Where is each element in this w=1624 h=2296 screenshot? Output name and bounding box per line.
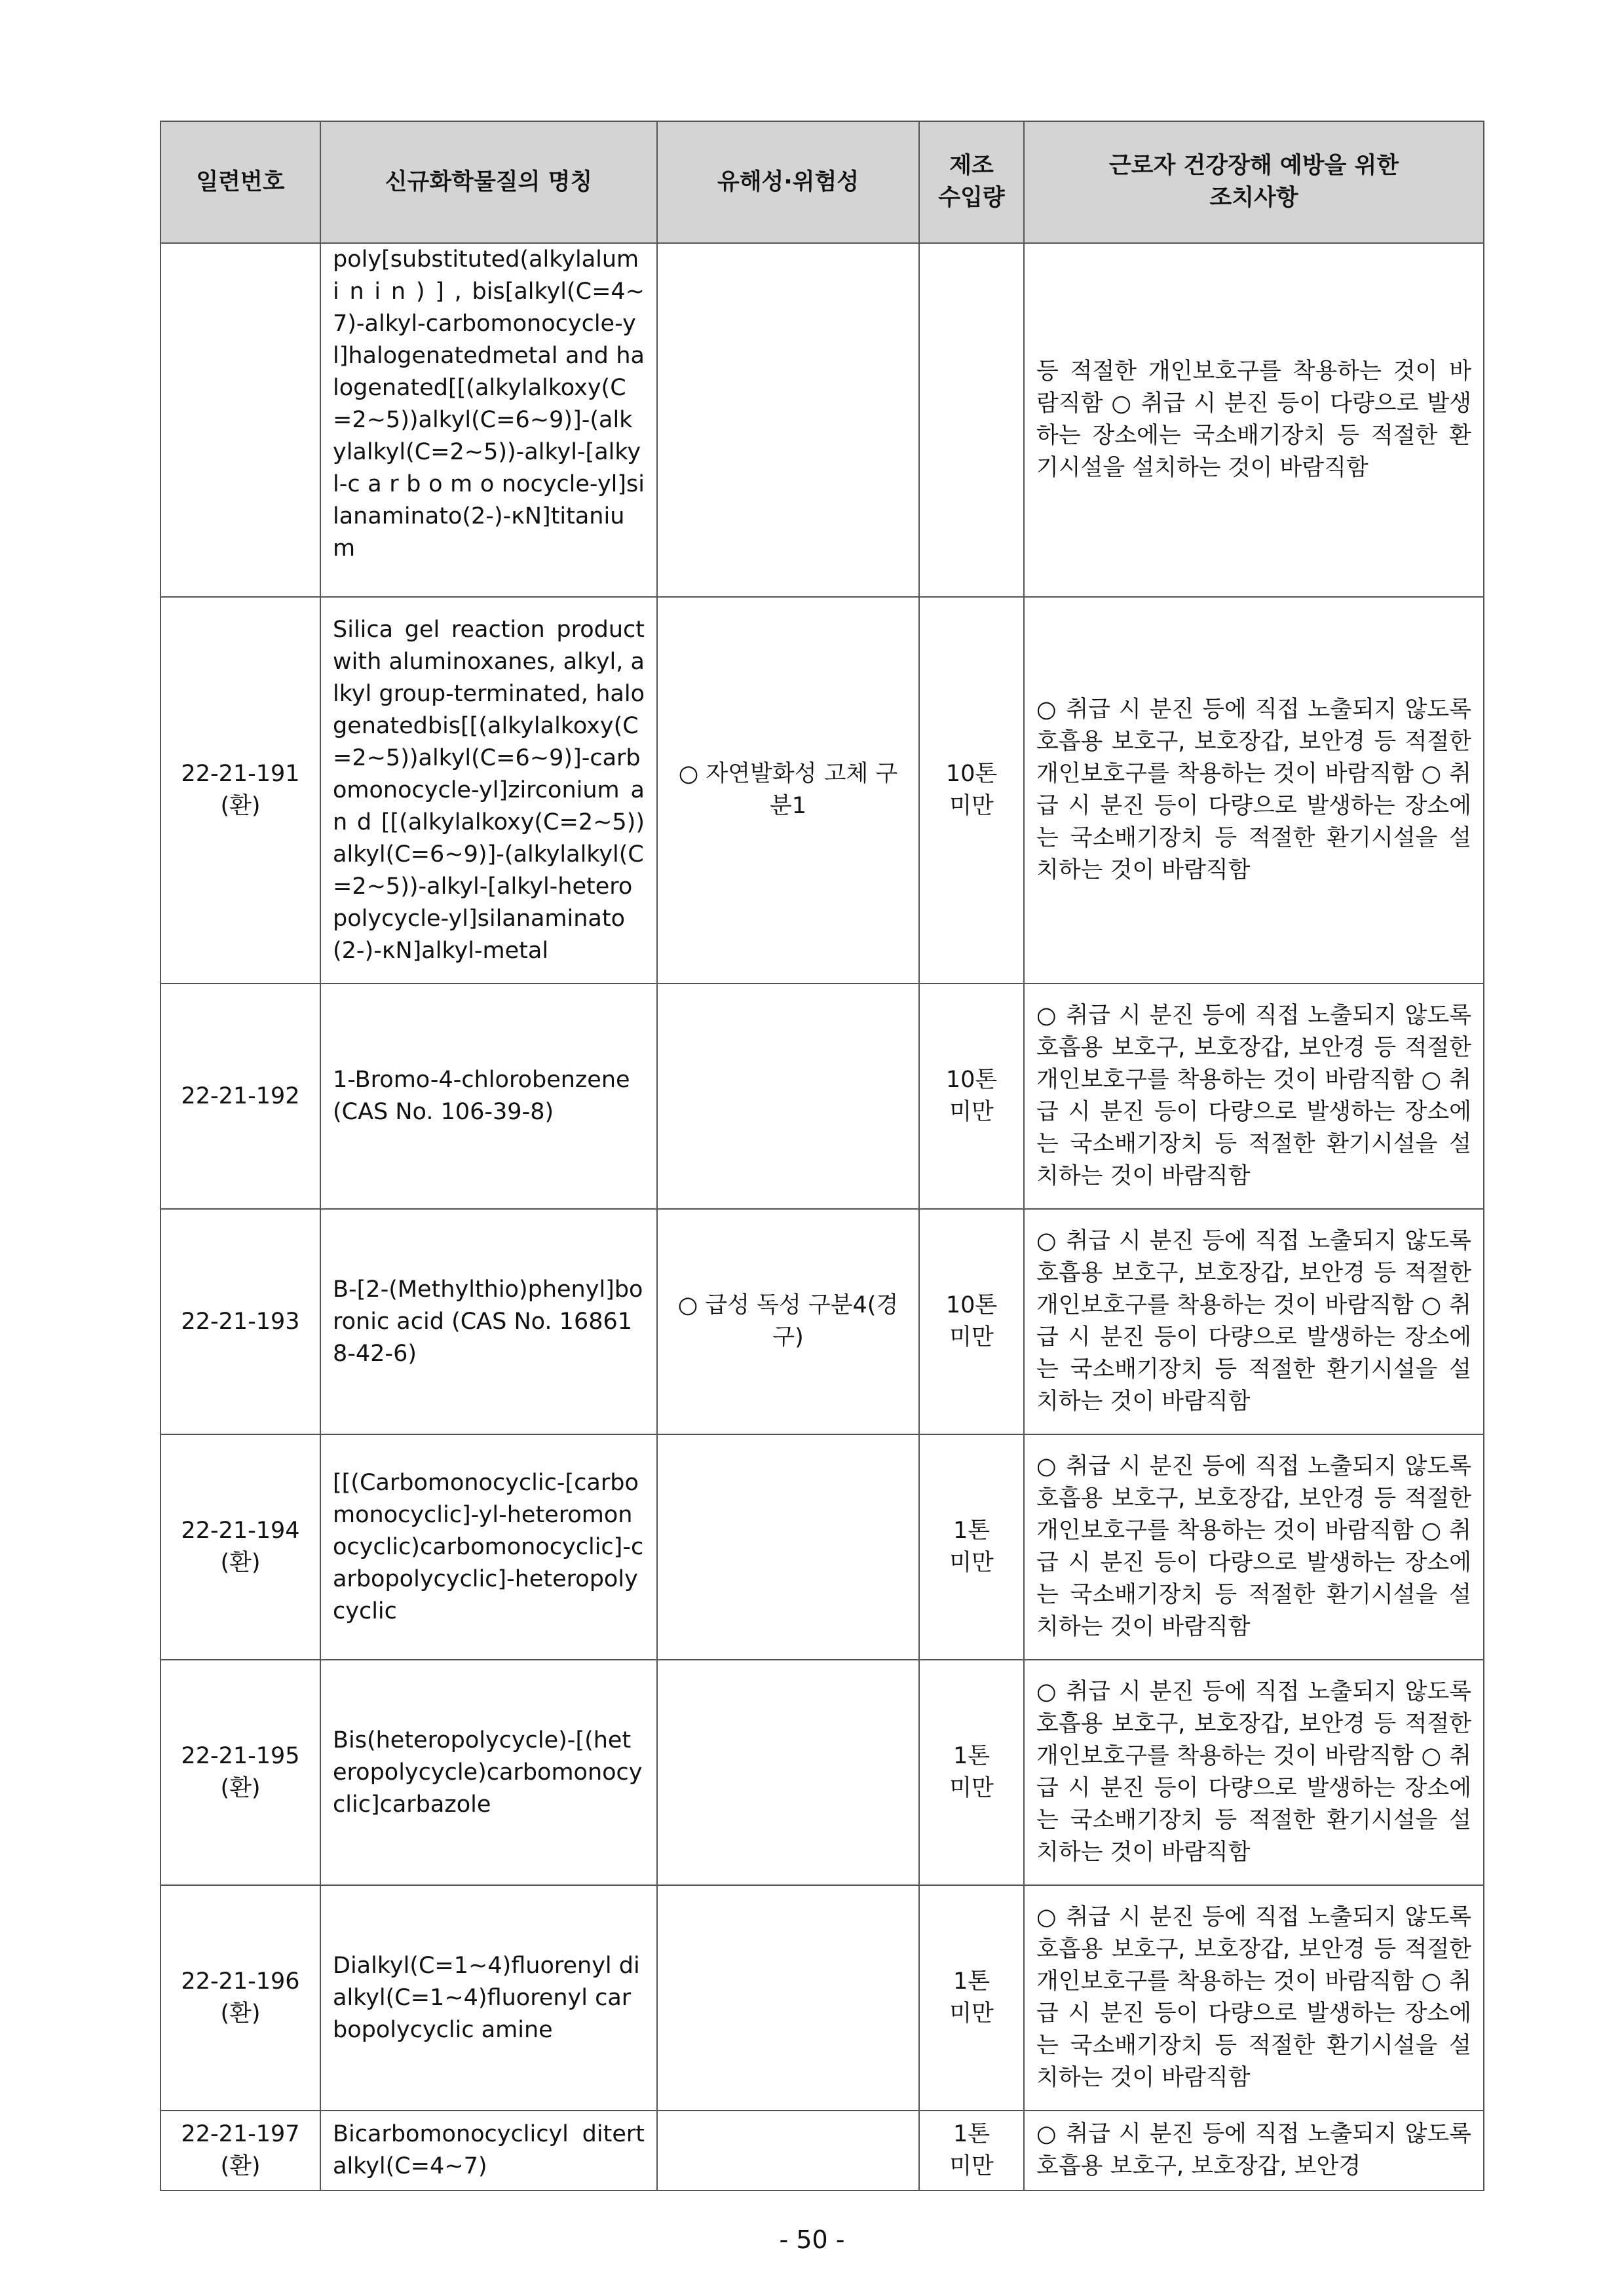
header-quantity — [919, 121, 1024, 243]
cell-name: 1-Bromo-4-chlorobenzene (CAS No. 106-39-8) — [320, 984, 657, 1209]
cell-measures: ○ 취급 시 분진 등에 직접 노출되지 않도록 호흡용 보호구, 보호장갑, 보안경 등 적절한 개인보호구를 착용하는 것이 바람직함 ○ 취급 시 분진 등이 다량으로 발생하는 장소에는 국소배기장치 등 적절한 환기시설을 설치하는 것이 바람직함 — [1024, 984, 1484, 1209]
quantity-value: 1톤 — [953, 1518, 991, 1544]
cell-name: [[(Carbomonocyclic-[carbomonocyclic]-yl-heteromonocyclic)carbomonocyclic]-carbopolycyclic]-heteropolycyclic — [320, 1434, 657, 1660]
cell-measures: ○ 취급 시 분진 등에 직접 노출되지 않도록 호흡용 보호구, 보호장갑, 보안경 등 적절한 개인보호구를 착용하는 것이 바람직함 ○ 취급 시 분진 등이 다량으로 발생하는 장소에는 국소배기장치 등 적절한 환기시설을 설치하는 것이 바람직함 — [1024, 1434, 1484, 1660]
cell-measures: ○ 취급 시 분진 등에 직접 노출되지 않도록 호흡용 보호구, 보호장갑, 보안경 등 적절한 개인보호구를 착용하는 것이 바람직함 ○ 취급 시 분진 등이 다량으로 발생하는 장소에는 국소배기장치 등 적절한 환기시설을 설치하는 것이 바람직함 — [1024, 1660, 1484, 1885]
header-measures — [1024, 121, 1484, 243]
serial-note: (환) — [220, 2000, 261, 2027]
quantity-value: 1톤 — [953, 1743, 991, 1769]
cell-serial — [161, 984, 320, 1209]
table-row — [161, 1885, 1484, 2111]
quantity-unit: 미만 — [949, 1099, 994, 1125]
cell-hazard — [657, 1434, 919, 1660]
cell-measures: ○ 취급 시 분진 등에 직접 노출되지 않도록 호흡용 보호구, 보호장갑, 보안경 등 적절한 개인보호구를 착용하는 것이 바람직함 ○ 취급 시 분진 등이 다량으로 발생하는 장소에는 국소배기장치 등 적절한 환기시설을 설치하는 것이 바람직함 — [1024, 597, 1484, 984]
table-row — [161, 2111, 1484, 2191]
header-serial: 일련번호 — [161, 121, 320, 243]
header-quantity-line1: 제조 — [949, 153, 994, 179]
cell-quantity — [919, 1209, 1024, 1434]
quantity-value: 1톤 — [953, 2121, 991, 2147]
cell-name: Dialkyl(C=1~4)fluorenyl dialkyl(C=1~4)fluorenyl carbopolycyclic amine — [320, 1885, 657, 2111]
cell-quantity — [919, 597, 1024, 984]
cell-hazard — [657, 1885, 919, 2111]
cell-hazard: ○ 급성 독성 구분4(경구) — [657, 1209, 919, 1434]
table-row — [161, 597, 1484, 984]
quantity-unit: 미만 — [949, 793, 994, 819]
cell-quantity — [919, 984, 1024, 1209]
cell-serial — [161, 243, 320, 597]
cell-quantity — [919, 243, 1024, 597]
serial-note: (환) — [220, 1775, 261, 1801]
cell-serial — [161, 1434, 320, 1660]
serial-number: 22-21-193 — [181, 1308, 300, 1335]
cell-hazard — [657, 243, 919, 597]
quantity-unit: 미만 — [949, 1324, 994, 1350]
cell-hazard — [657, 2111, 919, 2191]
cell-quantity — [919, 1434, 1024, 1660]
header-quantity-line2: 수입량 — [938, 185, 1005, 211]
cell-name: Silica gel reaction product with aluminoxanes, alkyl, alkyl group-terminated, halogenatedbis[[(alkylalkoxy(C=2~5))alkyl(C=6~9)]-carbomonocycle-yl]zirconium a n d [[(alkylalkoxy(C=2~5))alkyl(C=6~9)]-(alkylalkyl(C=2~5))-alkyl-[alkyl-heteropolycycle-yl]silanaminato(2-)-κN]alkyl-metal — [320, 597, 657, 984]
cell-hazard: ○ 자연발화성 고체 구분1 — [657, 597, 919, 984]
table-row — [161, 1434, 1484, 1660]
table-row — [161, 984, 1484, 1209]
cell-name: Bis(heteropolycycle)-[(heteropolycycle)carbomonocyclic]carbazole — [320, 1660, 657, 1885]
serial-number: 22-21-196 — [181, 1968, 300, 1995]
quantity-value: 1톤 — [953, 1968, 991, 1995]
page-number: - 50 - — [779, 2225, 845, 2254]
cell-quantity — [919, 1885, 1024, 2111]
cell-serial — [161, 1885, 320, 2111]
table-row — [161, 243, 1484, 597]
quantity-value: 10톤 — [945, 761, 998, 787]
quantity-unit: 미만 — [949, 1775, 994, 1801]
quantity-value: 10톤 — [945, 1292, 998, 1318]
serial-number: 22-21-192 — [181, 1082, 300, 1109]
quantity-unit: 미만 — [949, 2153, 994, 2179]
cell-measures: ○ 취급 시 분진 등에 직접 노출되지 않도록 호흡용 보호구, 보호장갑, 보안경 등 적절한 개인보호구를 착용하는 것이 바람직함 ○ 취급 시 분진 등이 다량으로 발생하는 장소에는 국소배기장치 등 적절한 환기시설을 설치하는 것이 바람직함 — [1024, 1885, 1484, 2111]
cell-name: Bicarbomonocyclicyl ditertalkyl(C=4~7) — [320, 2111, 657, 2191]
cell-serial — [161, 597, 320, 984]
cell-quantity — [919, 2111, 1024, 2191]
serial-number: 22-21-195 — [181, 1743, 300, 1769]
table-header-row — [161, 121, 1484, 243]
cell-serial — [161, 2111, 320, 2191]
serial-number: 22-21-197 — [181, 2121, 300, 2147]
header-hazard: 유해성·위험성 — [657, 121, 919, 243]
cell-hazard — [657, 1660, 919, 1885]
cell-serial — [161, 1660, 320, 1885]
quantity-unit: 미만 — [949, 1550, 994, 1576]
serial-note: (환) — [220, 2153, 261, 2179]
cell-measures: ○ 취급 시 분진 등에 직접 노출되지 않도록 호흡용 보호구, 보호장갑, 보안경 — [1024, 2111, 1484, 2191]
serial-note: (환) — [220, 793, 261, 819]
cell-name: poly[substituted(alkylalumi n i n ) ] , bis[alkyl(C=4~7)-alkyl-carbomonocycle-yl]halogenatedmetal and halogenated[[(alkylalkoxy(C=2~5))alkyl(C=6~9)]-(alkylalkyl(C=2~5))-alkyl-[alkyl-c a r b o m o nocycle-yl]silanaminato(2-)-κN]titanium — [320, 243, 657, 597]
quantity-unit: 미만 — [949, 2000, 994, 2027]
header-name: 신규화학물질의 명칭 — [320, 121, 657, 243]
cell-serial — [161, 1209, 320, 1434]
cell-quantity — [919, 1660, 1024, 1885]
cell-hazard — [657, 984, 919, 1209]
table-row — [161, 1660, 1484, 1885]
cell-measures: ○ 취급 시 분진 등에 직접 노출되지 않도록 호흡용 보호구, 보호장갑, 보안경 등 적절한 개인보호구를 착용하는 것이 바람직함 ○ 취급 시 분진 등이 다량으로 발생하는 장소에는 국소배기장치 등 적절한 환기시설을 설치하는 것이 바람직함 — [1024, 1209, 1484, 1434]
serial-note: (환) — [220, 1550, 261, 1576]
table-row — [161, 1209, 1484, 1434]
quantity-value: 10톤 — [945, 1067, 998, 1093]
header-measures-line2: 조치사항 — [1209, 185, 1298, 211]
chemical-registry-table — [160, 121, 1484, 2191]
header-measures-line1: 근로자 건강장해 예방을 위한 — [1108, 153, 1399, 179]
serial-number: 22-21-194 — [181, 1518, 300, 1544]
cell-name: B-[2-(Methylthio)phenyl]boronic acid (CAS No. 168618-42-6) — [320, 1209, 657, 1434]
cell-measures: 등 적절한 개인보호구를 착용하는 것이 바람직함 ○ 취급 시 분진 등이 다량으로 발생하는 장소에는 국소배기장치 등 적절한 환기시설을 설치하는 것이 바람직함 — [1024, 243, 1484, 597]
serial-number: 22-21-191 — [181, 761, 300, 787]
